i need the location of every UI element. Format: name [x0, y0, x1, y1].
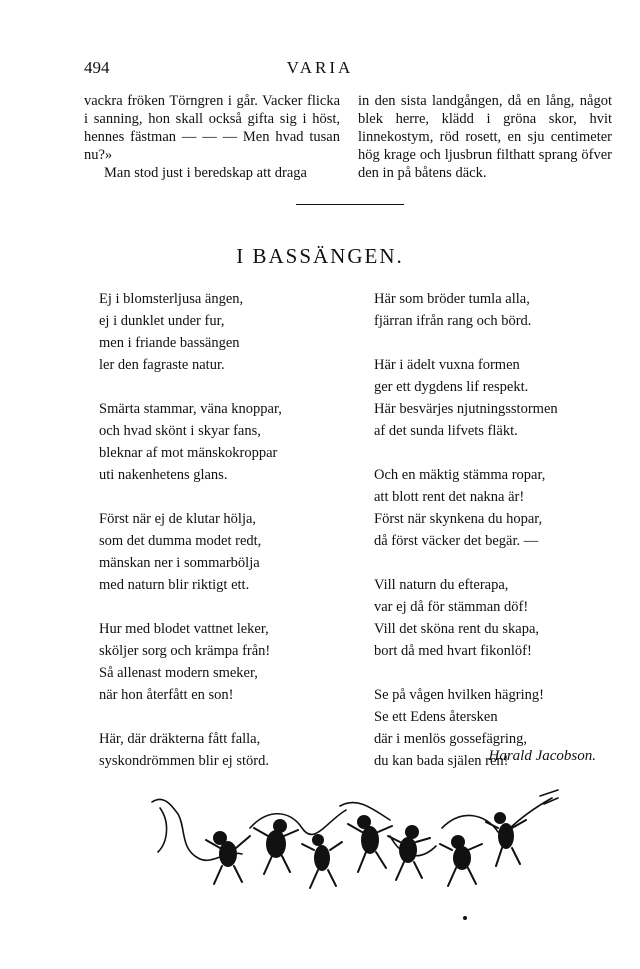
- poem-line: Först när ej de klutar hölja,: [99, 511, 257, 527]
- poem-line: Hur med blodet vattnet leker,: [99, 621, 269, 637]
- prose-paragraph: in den sista landgången, då en lång, något blek herre, klädd i gröna skor, hvit linnekostym, röd rosett, en sju centimeter hög krage och ljusbrun filthatt sprang öfver den in på båtens däck.: [358, 93, 612, 181]
- poem-line: af det sunda lifvets fläkt.: [374, 423, 518, 439]
- dancing-children-vignette-icon: [150, 788, 560, 893]
- poem-line: att blott rent det nakna är!: [374, 489, 525, 505]
- poem-line: Se ett Edens återsken: [374, 709, 498, 725]
- poem-line: Och en mäktig stämma ropar,: [374, 467, 546, 483]
- poem-line: och hvad skönt i skyar fans,: [99, 423, 261, 439]
- poem-line: var ej då för stämman döf!: [374, 599, 529, 615]
- poem-line: med naturn blir riktigt ett.: [99, 577, 250, 593]
- prose-column-right: [358, 92, 612, 182]
- poem-column-right: [374, 288, 614, 794]
- poem-line: Vill naturn du efterapa,: [374, 577, 509, 593]
- page-number: 494: [84, 58, 110, 77]
- poem-line: Här som bröder tumla alla,: [374, 291, 530, 307]
- stanza: [99, 618, 349, 706]
- poem-line: där i menlös gossefägring,: [374, 731, 528, 747]
- poem-line: fjärran ifrån rang och börd.: [374, 313, 532, 329]
- stanza: [374, 354, 614, 442]
- poem-line: Här besvärjes njutningsstormen: [374, 401, 558, 417]
- stanza: [99, 288, 349, 376]
- stanza: [99, 398, 349, 486]
- poem-title: I BASSÄNGEN.: [236, 244, 404, 268]
- poem-line: sköljer sorg och krämpa från!: [99, 643, 271, 659]
- poem-line: Smärta stammar, väna knoppar,: [99, 401, 282, 417]
- poem-line: bort då med hvart fikonlöf!: [374, 643, 532, 659]
- poem-line: ler den fagraste natur.: [99, 357, 225, 373]
- stanza: [374, 464, 614, 552]
- poem-line: Här, där dräkterna fått falla,: [99, 731, 261, 747]
- poem-line: mänskan ner i sommarbölja: [99, 555, 260, 571]
- poem-line: Så allenast modern smeker,: [99, 665, 258, 681]
- stray-ink-dot: [463, 916, 467, 920]
- poem-line: syskondrömmen blir ej störd.: [99, 753, 269, 769]
- poem-line: Först när skynkena du hopar,: [374, 511, 543, 527]
- poem-line: när hon återfått en son!: [99, 687, 234, 703]
- poem-line: Ej i blomsterljusa ängen,: [99, 291, 244, 307]
- stanza: [99, 508, 349, 596]
- poem-line: som det dumma modet redt,: [99, 533, 262, 549]
- poem-line: då först väcker det begär. —: [374, 533, 539, 549]
- section-divider: [296, 204, 404, 205]
- prose-paragraph: vackra fröken Törngren i går. Vacker flicka i sanning, hon skall också gifta sig i höst, hennes fästman — — — Men hvad tusan nu?»: [84, 93, 340, 163]
- poem-line: du kan bada själen ren!: [374, 753, 509, 769]
- poem-column-left: [99, 288, 349, 794]
- running-head: VARIA: [286, 58, 354, 77]
- prose-column-left: [84, 92, 340, 182]
- poem-line: ger ett dygdens lif respekt.: [374, 379, 529, 395]
- poem-signature: Harald Jacobson.: [488, 748, 596, 764]
- poem-line: uti nakenhetens glans.: [99, 467, 228, 483]
- poem-line: bleknar af mot mänskokroppar: [99, 445, 278, 461]
- poem-line: Här i ädelt vuxna formen: [374, 357, 520, 373]
- poem-line: Vill det sköna rent du skapa,: [374, 621, 540, 637]
- stanza: [374, 288, 614, 332]
- poem-line: ej i dunklet under fur,: [99, 313, 225, 329]
- stanza: [374, 574, 614, 662]
- poem-line: Se på vågen hvilken hägring!: [374, 687, 544, 703]
- poem-line: men i friande bassängen: [99, 335, 240, 351]
- prose-paragraph: Man stod just i beredskap att draga: [104, 165, 307, 181]
- stanza: [99, 728, 349, 772]
